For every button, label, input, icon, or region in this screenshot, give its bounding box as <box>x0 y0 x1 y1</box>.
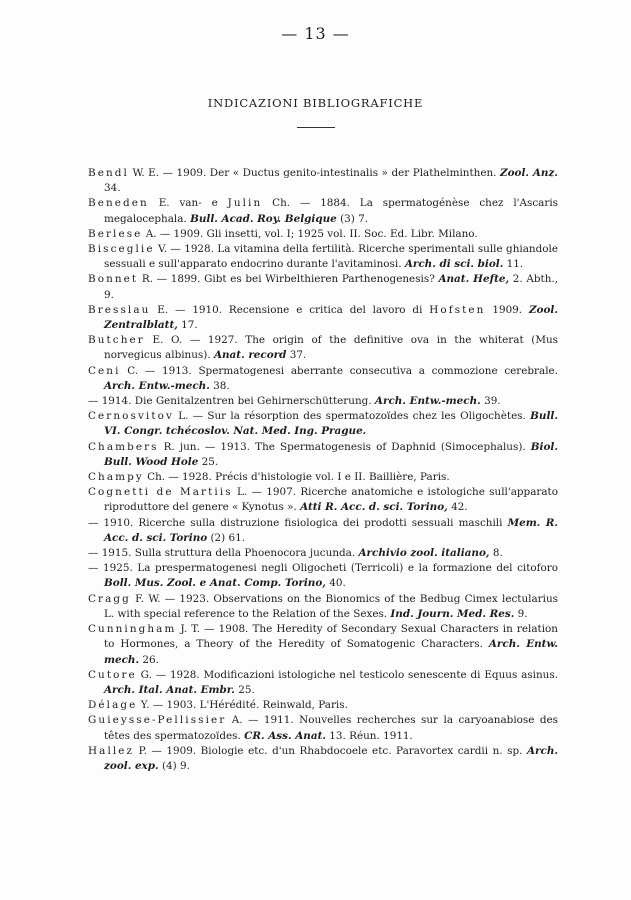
entry-author: Guieysse-Pellissier <box>88 714 227 727</box>
entry-journal: Anat. Hefte, <box>438 273 510 286</box>
entry-text: L. — 1907. Ricerche anatomiche e istologiche sull'apparato riproduttore del genere « Kynotus ». <box>104 486 558 514</box>
entry-tail: 37. <box>286 349 307 362</box>
entry-journal: Bull. Acad. Roy. Belgique <box>190 212 337 225</box>
entry-author: Hallez <box>88 744 135 757</box>
entry-author: Cernosvitov <box>88 410 174 423</box>
entry-text: C. — 1913. Spermatogenesi aberrante consecutiva a commozione cerebrale. <box>120 364 558 377</box>
entry-tail: 38. <box>209 379 230 392</box>
bibliography-entry <box>88 713 558 743</box>
entry-text: L. — Sur la résorption des spermatozoïdes chez les Oligochètes. <box>173 410 531 423</box>
bibliography-entry <box>88 546 558 561</box>
entry-journal: Zool. Zentralblatt, <box>104 303 558 332</box>
entry-tail: 42. <box>447 501 468 514</box>
bibliography-entry <box>88 668 558 698</box>
bibliography-entry <box>88 303 558 333</box>
entry-text: P. — 1909. Biologie etc. d'un Rhabdocoele etc. Paravortex cardii n. sp. <box>134 744 527 757</box>
bibliography-entry <box>88 333 558 363</box>
entry-text: G. — 1928. Modificazioni istologiche nel testicolo senescente di Equus asinus. <box>136 668 558 681</box>
entry-text: — 1914. Die Genitalzentren bei Gehirnerschütterung. <box>88 395 375 408</box>
entry-text: A. — 1911. Nouvelles recherches sur la caryoanabiose des têtes des spermatozoïdes. <box>104 714 558 742</box>
bibliography-entry <box>88 227 558 242</box>
bibliography-entry <box>88 485 558 515</box>
section-heading: INDICAZIONI BIBLIOGRAFICHE <box>207 96 424 110</box>
entry-author: Cutore <box>88 668 137 681</box>
entry-author: Berlese <box>88 227 143 240</box>
entry-journal: Mem. R. Acc. d. sci. Torino <box>104 516 558 544</box>
entry-tail: (2) 61. <box>207 531 246 544</box>
entry-text: E. — 1910. Recensione e critica del lavoro di <box>150 303 430 316</box>
entry-text: — 1925. La prespermatogenesi negli Oligocheti (Terricoli) e la formazione del citoforo <box>88 562 558 575</box>
entry-journal: Biol. Bull. Wood Hole <box>104 440 558 468</box>
bibliography-entry <box>88 394 558 409</box>
entry-text: Y. — 1903. L'Hérédité. Reinwald, Paris. <box>137 699 348 712</box>
entry-author: Champy <box>88 471 144 484</box>
entry-author: Bisceglie <box>88 243 155 256</box>
entry-tail: 9. <box>514 607 528 620</box>
entry-journal: Anat. record <box>213 349 287 362</box>
entry-author: Bonnet <box>88 273 139 286</box>
entry-text: R. — 1899. Gibt es bei Wirbelthieren Parthenogenesis? <box>138 273 439 286</box>
entry-journal: Ind. Journ. Med. Res. <box>390 607 515 620</box>
entry-author: Bendl <box>88 167 129 179</box>
entry-tail: 26. <box>139 653 159 666</box>
entry-tail: 11. <box>503 258 524 271</box>
entry-tail: 17. <box>177 319 198 332</box>
bibliography-entry <box>88 166 558 196</box>
entry-journal: Boll. Mus. Zool. e Anat. Comp. Torino, <box>104 577 326 590</box>
entry-author: Cognetti de Martiis <box>88 486 233 499</box>
entry-journal: Zool. Anz. <box>500 167 558 179</box>
entry-text: A. — 1909. Gli insetti, vol. I; 1925 vol. II. Soc. Ed. Libr. Milano. <box>142 227 478 240</box>
entry-journal: Arch. zool. exp. <box>104 744 558 772</box>
entry-journal: CR. Ass. Anat. <box>244 729 326 742</box>
bibliography-entry <box>88 561 558 591</box>
entry-author: Butcher <box>88 334 145 347</box>
entry-text: Ch. — 1928. Précis d'histologie vol. I e II. Baillière, Paris. <box>143 471 450 484</box>
entry-tail: 25. <box>198 455 219 468</box>
entry-author: Délage <box>88 699 138 712</box>
entry-journal: Arch. Entw.-mech. <box>374 395 481 408</box>
heading-rule <box>297 127 335 128</box>
bibliography-entry <box>88 242 558 272</box>
entry-text: — 1915. Sulla struttura della Phoenocora jucunda. <box>88 547 359 560</box>
bibliography-entry <box>88 272 558 302</box>
entry-author: Ceni <box>88 364 121 377</box>
entry-text: R. jun. — 1913. The Spermatogenesis of Daphnid (Simocephalus). <box>158 440 531 453</box>
entry-author: Cragg <box>88 592 131 605</box>
entry-journal: Arch. Entw.-mech. <box>104 379 210 392</box>
bibliography-entry <box>88 364 558 394</box>
entry-tail: 39. <box>480 395 501 408</box>
entry-tail: 40. <box>325 577 346 590</box>
bibliography-entry <box>88 440 558 470</box>
entry-text: E. van- e <box>148 197 228 210</box>
bibliography-entry <box>88 744 558 774</box>
entry-text: E. O. — 1927. The origin of the definitive ova in the whiterat (Mus norvegicus albinus). <box>104 334 558 362</box>
entry-author: Bresslau <box>88 303 151 316</box>
bibliography-entry <box>88 592 558 622</box>
entry-journal: Archivio zool. italiano, <box>358 547 490 560</box>
entry-journal: Arch. di sci. biol. <box>404 258 504 271</box>
entry-tail: 34. <box>104 182 121 195</box>
bibliography-entry <box>88 196 558 226</box>
entry-author: Beneden <box>88 197 149 210</box>
entry-journal: Bull. VI. Congr. tchécoslov. Nat. Med. Ing. Prague. <box>104 410 558 438</box>
entry-author: Chambers <box>88 440 159 453</box>
entry-author: Cunningham <box>88 623 177 636</box>
entry-text: W. E. — 1909. Der « Ductus genito-intestinalis » der Plathelminthen. <box>128 167 500 179</box>
page-number: — 13 — <box>281 24 350 43</box>
entry-text-second: 1909. <box>485 303 529 316</box>
entry-tail: 8. <box>489 547 503 560</box>
entry-tail: 13. Réun. 1911. <box>326 729 413 742</box>
entry-tail: (4) 9. <box>158 759 190 772</box>
bibliography-entry <box>88 409 558 439</box>
entry-tail: 25. <box>234 683 255 696</box>
bibliography-entry <box>88 622 558 668</box>
entry-tail: (3) 7. <box>336 212 369 225</box>
bibliography-entry <box>88 516 558 546</box>
entry-text: V. — 1928. La vitamina della fertilità. Ricerche sperimentali sulle ghiandole sessuali e sull'apparato endocrino durante l'avitaminosi. <box>104 243 558 271</box>
entry-text: J. T. — 1908. The Heredity of Secondary Sexual Characters in relation to Hormones, a Theory of the Heredity of Somatogenic Characters. <box>104 623 558 651</box>
entry-text-second: Ch. — 1884. La spermatogénèse chez l'Ascaris megalocephala. <box>104 197 558 225</box>
entry-journal: Arch. Entw. mech. <box>104 638 558 666</box>
entry-author-second: Julin <box>227 197 263 210</box>
entry-journal: Arch. Ital. Anat. Embr. <box>104 683 235 696</box>
entry-journal: Atti R. Acc. d. sci. Torino, <box>300 501 448 514</box>
entry-text: F. W. — 1923. Observations on the Bionomics of the Bedbug Cimex lectularius L. with special reference to the Relation of the Sexes. <box>104 592 558 620</box>
bibliography-list <box>88 166 558 774</box>
entry-text: — 1910. Ricerche sulla distruzione fisiologica dei prodotti sessuali maschili <box>88 516 508 529</box>
entry-author-second: Hofsten <box>429 303 486 316</box>
bibliography-entry <box>88 698 558 713</box>
entry-tail: 2. Abth., 9. <box>104 273 558 301</box>
bibliography-entry <box>88 470 558 485</box>
